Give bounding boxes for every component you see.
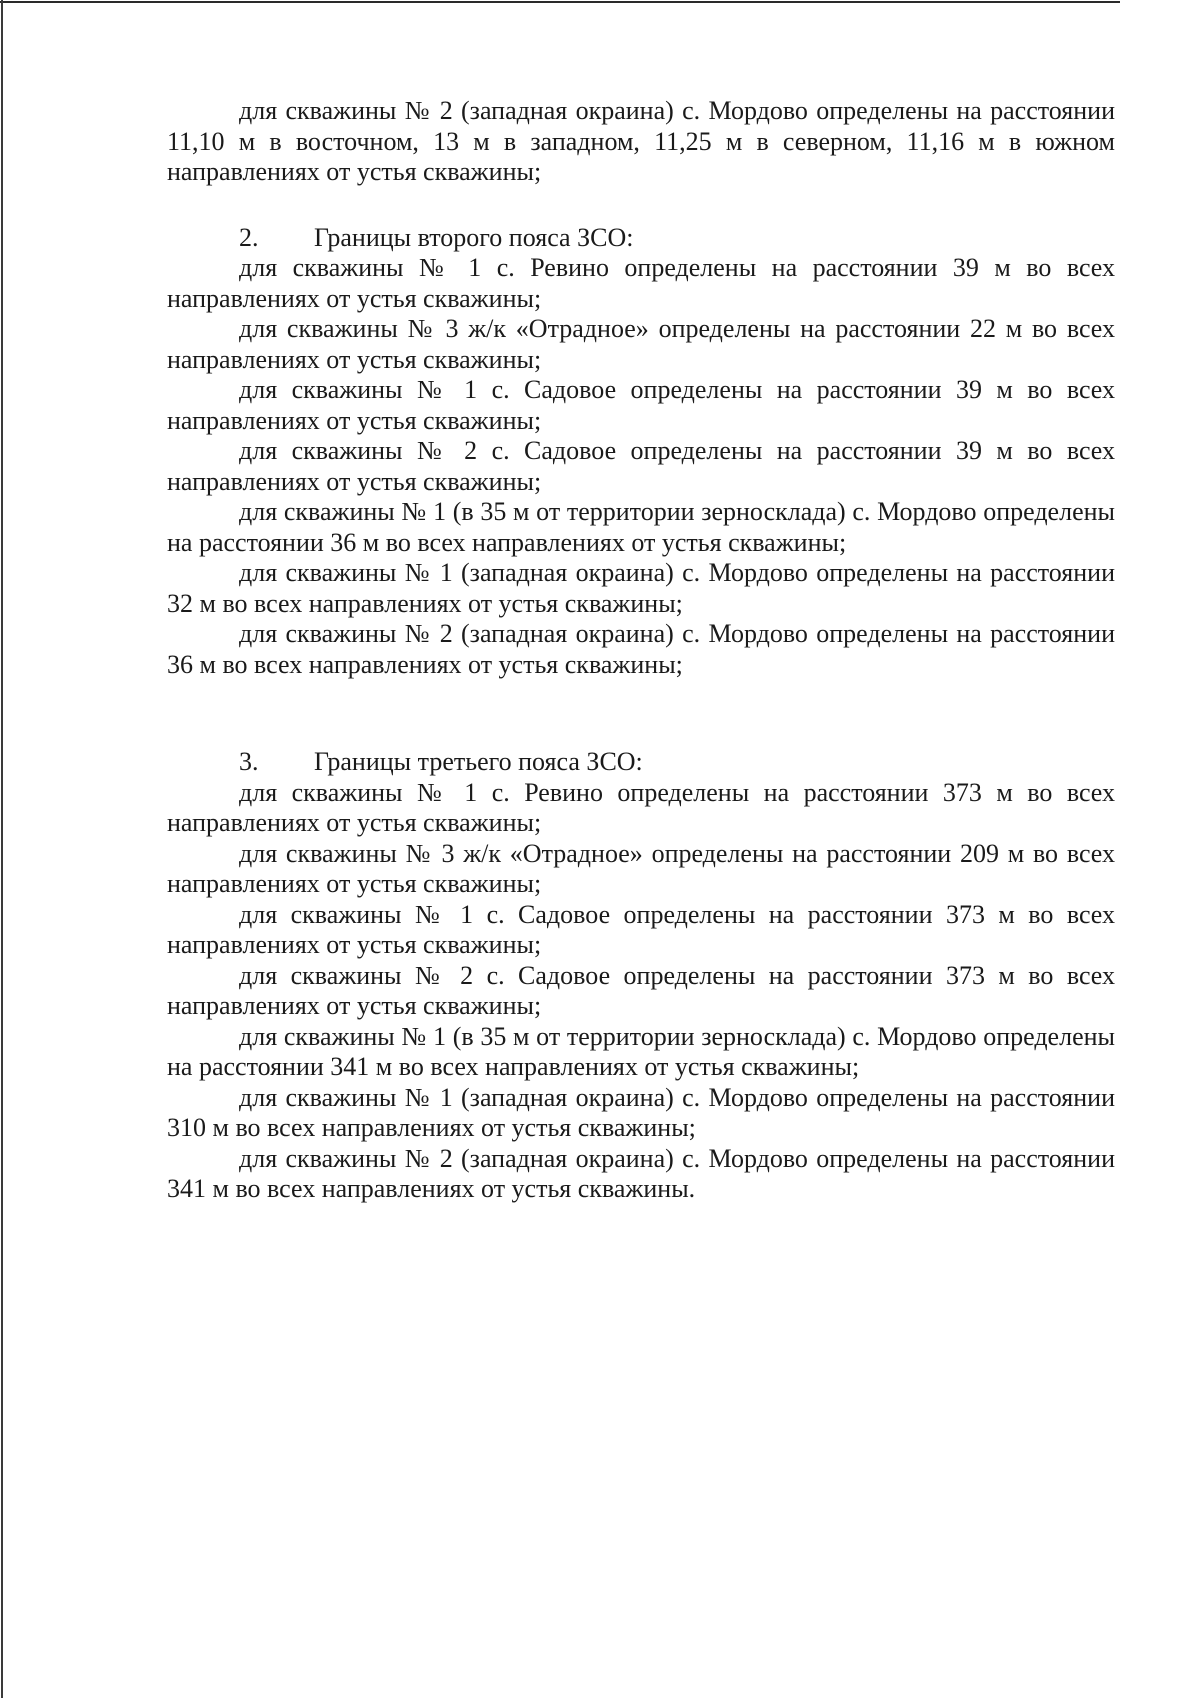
paragraph-item: для скважины № 1 с. Садовое определены на расстоянии 39 м во всех направлениях от устья скважины; <box>167 375 1115 435</box>
paragraph-item: для скважины № 3 ж/к «Отрадное» определены на расстоянии 22 м во всех направлениях от устья скважины; <box>167 314 1115 374</box>
section-number: 2. <box>239 222 259 252</box>
section-heading-3 <box>167 747 1115 778</box>
paragraph-item: для скважины № 2 с. Садовое определены на расстоянии 39 м во всех направлениях от устья скважины; <box>167 436 1115 496</box>
paragraph-item: для скважины № 1 с. Садовое определены на расстоянии 373 м во всех направлениях от устья скважины; <box>167 899 1115 959</box>
paragraph-item: для скважины № 1 с. Ревино определены на расстоянии 39 м во всех направлениях от устья скважины; <box>167 253 1115 313</box>
scan-edge-left <box>1 0 3 1698</box>
section-title: Границы третьего пояса ЗСО: <box>314 747 643 776</box>
paragraph-intro: для скважины № 2 (западная окраина) с. Мордово определены на расстоянии 11,10 м в восточном, 13 м в западном, 11,25 м в северном, 11,16 м в южном направлениях от устья скважины; <box>167 96 1115 186</box>
spacer <box>167 680 1115 747</box>
paragraph-item: для скважины № 2 (западная окраина) с. Мордово определены на расстоянии 341 м во всех направлениях от устья скважины. <box>167 1143 1115 1203</box>
paragraph-item: для скважины № 1 с. Ревино определены на расстоянии 373 м во всех направлениях от устья скважины; <box>167 777 1115 837</box>
section-number: 3. <box>239 747 259 776</box>
scan-edge-top <box>0 1 1120 3</box>
spacer <box>167 188 1115 223</box>
paragraph-item: для скважины № 2 с. Садовое определены на расстоянии 373 м во всех направлениях от устья скважины; <box>167 960 1115 1020</box>
paragraph-item: для скважины № 1 (в 35 м от территории зерносклада) с. Мордово определены на расстоянии 341 м во всех направлениях от устья скважины; <box>167 1021 1115 1081</box>
paragraph-item: для скважины № 1 (западная окраина) с. Мордово определены на расстоянии 310 м во всех направлениях от устья скважины; <box>167 1082 1115 1142</box>
document-page <box>167 96 1115 1205</box>
paragraph-item: для скважины № 3 ж/к «Отрадное» определены на расстоянии 209 м во всех направлениях от устья скважины; <box>167 838 1115 898</box>
section-heading-2 <box>167 223 1115 254</box>
paragraph-item: для скважины № 1 (в 35 м от территории зерносклада) с. Мордово определены на расстоянии 36 м во всех направлениях от устья скважины; <box>167 497 1115 557</box>
paragraph-item: для скважины № 2 (западная окраина) с. Мордово определены на расстоянии 36 м во всех направлениях от устья скважины; <box>167 619 1115 679</box>
paragraph-item: для скважины № 1 (западная окраина) с. Мордово определены на расстоянии 32 м во всех направлениях от устья скважины; <box>167 558 1115 618</box>
section-title: Границы второго пояса ЗСО: <box>314 222 634 252</box>
